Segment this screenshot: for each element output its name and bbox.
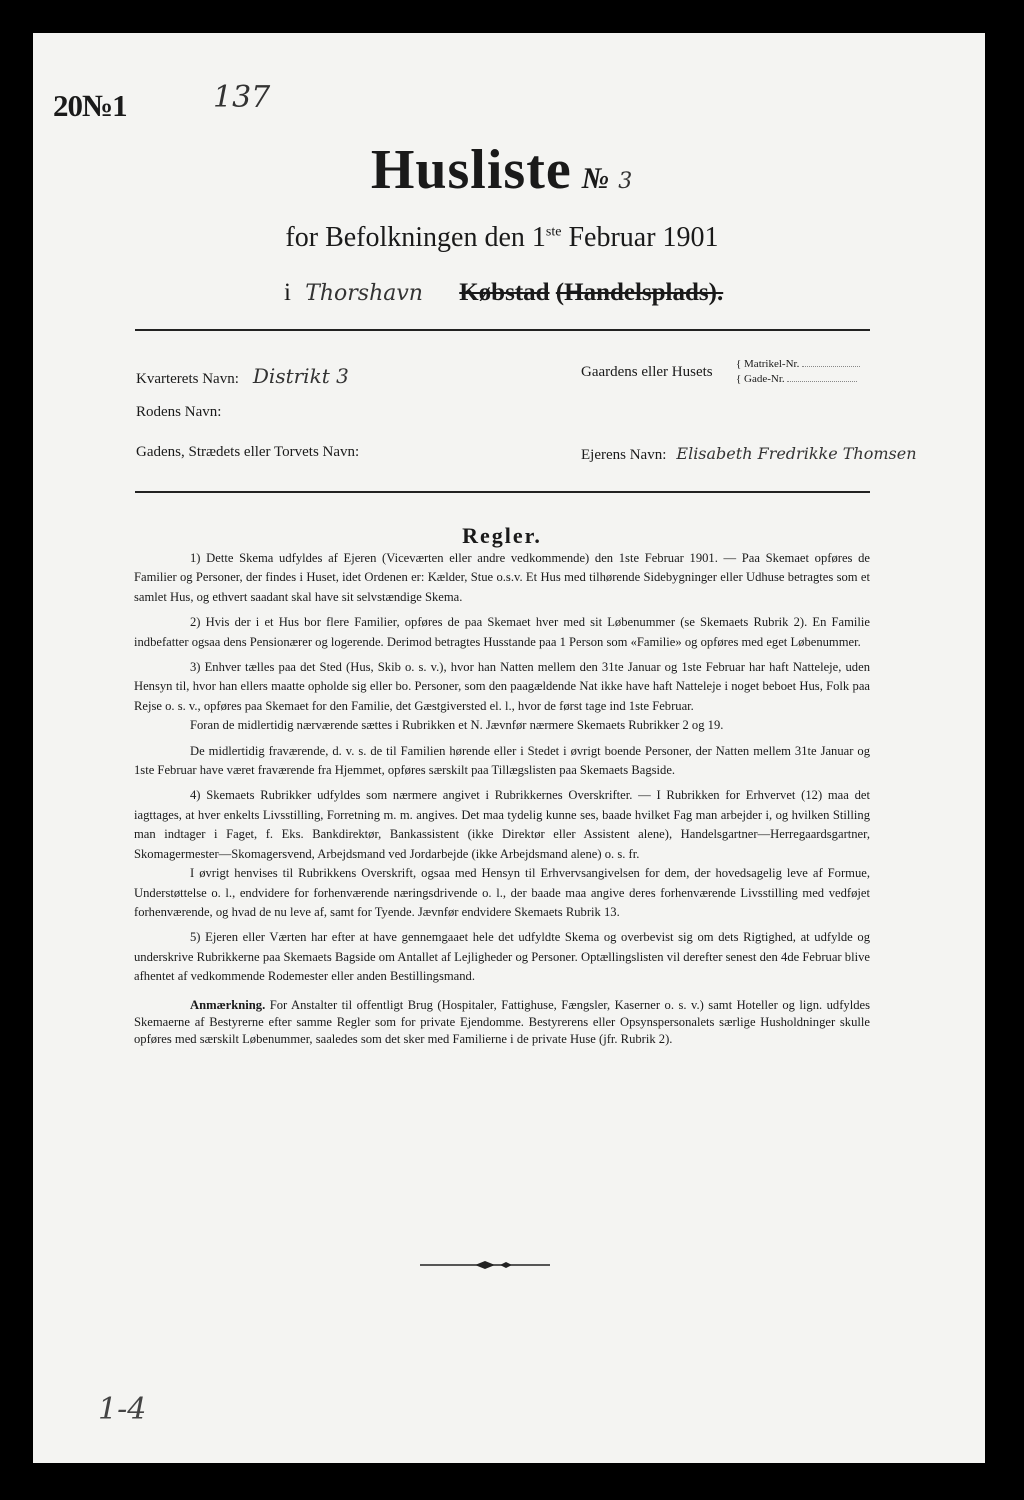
subtitle xyxy=(0,222,1004,254)
mid-divider xyxy=(135,491,870,493)
roden-field xyxy=(136,404,221,421)
ornament-divider xyxy=(420,1259,550,1271)
gade-label: Gadens, Strædets eller Torvets Navn: xyxy=(136,444,360,460)
place-line xyxy=(284,279,723,307)
kvarter-field xyxy=(136,364,349,388)
subtitle-suffix: Februar 1901 xyxy=(561,222,719,253)
gaard-brace: { Matrikel-Nr. { Gade-Nr. xyxy=(736,356,860,386)
handwritten-number: 137 xyxy=(213,80,271,115)
rules-heading: Regler. xyxy=(462,523,542,548)
rule-3: 3) Enhver tælles paa det Sted (Hus, Skib o. s. v.), hvor han Natten mellem den 31te Januar og 1ste Februar har haft Natteleje, uden Hensyn til, hvor han ellers maatte opholde sig eller bo. Personer, som den paagældende Nat ikke have haft Natteleje i noget beboet Hus, Folk paa Rejse o. s. v., opføres paa Skemaet for den Familie, det Gæstgiversted el. l., hvor de først tage ind 1ste Februar. xyxy=(134,660,870,713)
gade-nr-label: Gade-Nr. xyxy=(744,373,785,385)
ejer-field xyxy=(581,444,917,464)
archive-stamp: 20№1 xyxy=(53,88,127,123)
gaard-label: Gaardens eller Husets xyxy=(581,364,713,380)
place-type: Købstad xyxy=(459,279,550,306)
matrikel-dots xyxy=(802,356,860,367)
kvarter-label: Kvarterets Navn: xyxy=(136,371,239,387)
rule-2: 2) Hvis der i et Hus bor flere Familier, opføres de paa Skemaet hver med sit Løbenummer (se Skemaets Rubrik 2). En Familie indbefatter ogsaa dens Pensionærer og logerende. Derimod betragtes Husstande paa 1 Person som «Familie» og opføres med eget Løbenummer. xyxy=(134,615,870,649)
rule-1: 1) Dette Skema udfyldes af Ejeren (Viceværten eller andre vedkommende) den 1ste Februar 1901. — Paa Skemaet opføres de Familier og Personer, der findes i Huset, idet Ordenen er: Kælder, Stue o.s.v. Et Hus med tilhørende Sidebygninger eller Udhuse betragtes som et samlet Hus, og ethvert saadant skal have sit selvstændige Skema. xyxy=(134,551,870,604)
rule-5: 5) Ejeren eller Værten har efter at have gennemgaaet hele det udfyldte Skema og overbevist sig om dets Rigtighed, at udfylde og underskrive Rubrikkerne paa Skemaets Bagside om Antallet af Lejligheder og Personer. Optællingslisten vil derefter senest den 4de Februar blive afhentet af vedkommende Rodemester eller anden Bestillingsmand. xyxy=(134,930,870,984)
rule-3b: Foran de midlertidig nærværende sættes i Rubrikken et N. Jævnfør nærmere Skemaets Rubrikker 2 og 19. xyxy=(190,718,724,733)
rule-4: 4) Skemaets Rubrikker udfyldes som nærmere angivet i Rubrikkernes Overskrifter. — I Rubrikken for Erhvervet (12) maa det iagttages, at hver enkelts Livsstilling, Forretning m. m. angives. Det maa tydelig kunne ses, baade hvilket Fag man arbejder i, og hvilken Stilling man indtager i Faget, f. Eks. Bankdirektør, Bankassistent (ikke Direktør eller Assistent alene), Handelsgartner—Herregaardsgartner, Skomagermester—Skomagersvend, Arbejdsmand ved Jordarbejde (ikke Arbejdsmand alene) o. s. fr. xyxy=(134,788,870,861)
title-no-value: 3 xyxy=(618,169,634,194)
kvarter-value: Distrikt 3 xyxy=(252,364,349,388)
gaard-field xyxy=(581,364,713,381)
bottom-handwriting: 1-4 xyxy=(98,1392,147,1427)
matrikel-label: Matrikel-Nr. xyxy=(744,358,800,370)
rules-body xyxy=(134,549,870,1054)
rule-4b: I øvrigt henvises til Rubrikkens Overskrift, ogsaa med Hensyn til Erhvervsangivelsen for dem, der hovedsagelig leve af Formue, Understøttelse o. l., endvidere for forhenværende næringsdrivende o. l., der baade maa angive deres forhenværende Livsstilling med vedføjet forhenværende, og hvad de nu leve af, samt for Tyende. Jævnfør endvidere Skemaets Rubrik 13. xyxy=(134,866,870,919)
gade-nr-dots xyxy=(787,371,857,382)
subtitle-prefix: for Befolkningen den 1 xyxy=(285,222,546,253)
subtitle-sup: ste xyxy=(545,224,562,240)
ejer-value: Elisabeth Fredrikke Thomsen xyxy=(676,444,917,463)
gade-field xyxy=(136,444,359,461)
note xyxy=(134,997,870,1048)
roden-label: Rodens Navn: xyxy=(136,404,222,420)
place-prefix: i xyxy=(284,279,291,306)
ejer-label: Ejerens Navn: xyxy=(581,447,667,463)
place-alt: (Handelsplads). xyxy=(555,279,724,306)
note-text: For Anstalter til offentligt Brug (Hospitaler, Fattighuse, Fængsler, Kaserner o. s. v.) samt Hoteller og lign. udfyldes Skemaerne af Bestyrerne efter samme Regler som for private Ejendomme. Bestyrerens eller Opsynspersonalets særlige Husholdninger skulle opføres med særskilt Løbenummer, saaledes som det sker med Familierne i de private Huse (jfr. Rubrik 2). xyxy=(134,997,870,1046)
page-title xyxy=(0,138,1004,202)
note-label: Anmærkning. xyxy=(190,997,266,1012)
place-name: Thorshavn xyxy=(305,281,423,306)
title-text: Husliste xyxy=(370,139,572,201)
rule-3c: De midlertidig fraværende, d. v. s. de til Familien hørende eller i Stedet i øvrigt boende Personer, der Natten mellem 31te Januar og 1ste Februar have været fraværende fra Hjemmet, opføres særskilt paa Tillægslisten paa Skemaets Bagside. xyxy=(134,743,870,778)
title-no-label: № xyxy=(581,162,611,195)
top-divider xyxy=(135,329,870,331)
